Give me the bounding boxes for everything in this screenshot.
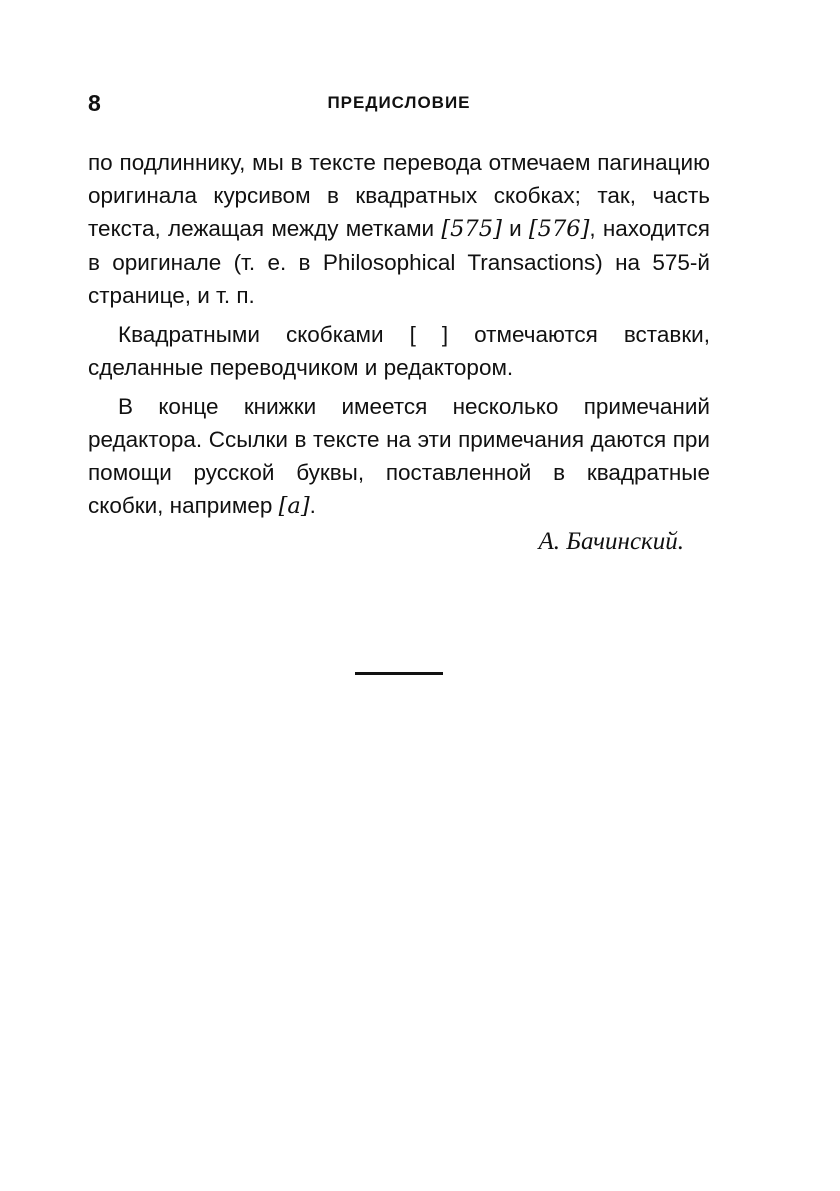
page-mark-575: [575] [441,216,502,242]
page-mark-576: [576] [528,216,590,242]
text-segment: , находится в оригинале (т. е. в Philosophical Transactions) на 575-й странице, и т. п. [88,216,710,308]
end-rule-divider [355,672,443,675]
text-segment: и [501,216,529,241]
text-segment: . [309,493,316,518]
text-segment: В конце книжки имеется несколько примечаний редактора. Ссылки в тексте на эти примечания даются при помощи русской буквы, поставленной в квадратные скобки, например [88,394,710,518]
paragraph-brackets-note: Квадратными скобками [ ] отмечаются вставки, сделанные переводчиком и редактором. [88,322,710,380]
body-text [88,146,710,523]
running-title: ПРЕДИСЛОВИЕ [327,93,471,112]
text-segment: по подлиннику, мы в тексте перевода отмечаем пагинацию оригинала курсивом в квадратных скобках; так, часть текста, лежащая между метками [88,150,710,241]
page-header [88,90,710,122]
page-number: 8 [88,90,101,116]
paragraph-editor-notes [88,390,710,523]
note-mark-a: [a] [278,493,310,519]
author-signature: А. Бачинский. [538,528,684,555]
paragraph-pagination-note [88,146,710,312]
